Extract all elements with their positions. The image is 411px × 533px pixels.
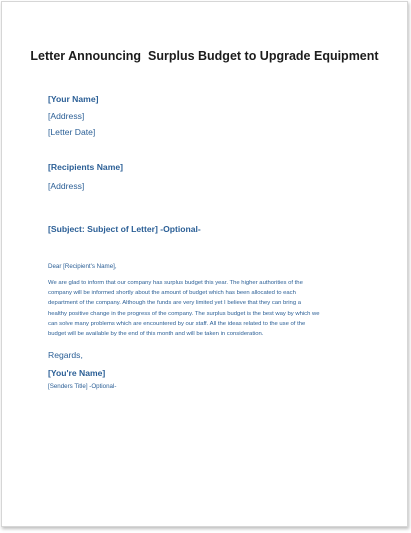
sender-name: [Your Name] <box>48 94 99 104</box>
subject-line: [Subject: Subject of Letter] -Optional- <box>48 224 201 234</box>
recipient-address: [Address] <box>48 180 85 191</box>
body-line: budget will be available by the end of this month and will be taken in consideration. <box>48 331 264 338</box>
body-line: department of the company. Although the funds are very limited yet I believe that they can bring a <box>48 300 302 307</box>
signature-title: [Senders Title] -Optional- <box>48 383 117 390</box>
recipient-name: [Recipients Name] <box>48 162 123 172</box>
body-line: can solve many problems which are encountered by our staff. All the ideas related to the use of the <box>48 320 306 327</box>
document-page <box>1 1 408 527</box>
sender-address: [Address] <box>48 110 85 121</box>
recipient-block <box>48 159 123 194</box>
letter-body <box>48 278 366 339</box>
signature-name: [You're Name] <box>48 367 106 378</box>
closing: Regards, <box>48 350 83 360</box>
body-line: healthy positive change in the progress of the company. The surplus budget is the best way by which we <box>48 310 320 317</box>
body-line: company will be informed shortly about the amount of budget which has been allocated to each <box>48 290 296 297</box>
letter-title: Letter Announcing Surplus Budget to Upgrade Equipment <box>30 49 379 63</box>
salutation: Dear [Recipient's Name], <box>48 263 117 270</box>
letter-date: [Letter Date] <box>48 127 96 137</box>
closing-block <box>48 347 105 381</box>
sender-block <box>48 91 98 141</box>
body-line: We are glad to inform that our company has surplus budget this year. The higher authorities of the <box>48 280 303 286</box>
